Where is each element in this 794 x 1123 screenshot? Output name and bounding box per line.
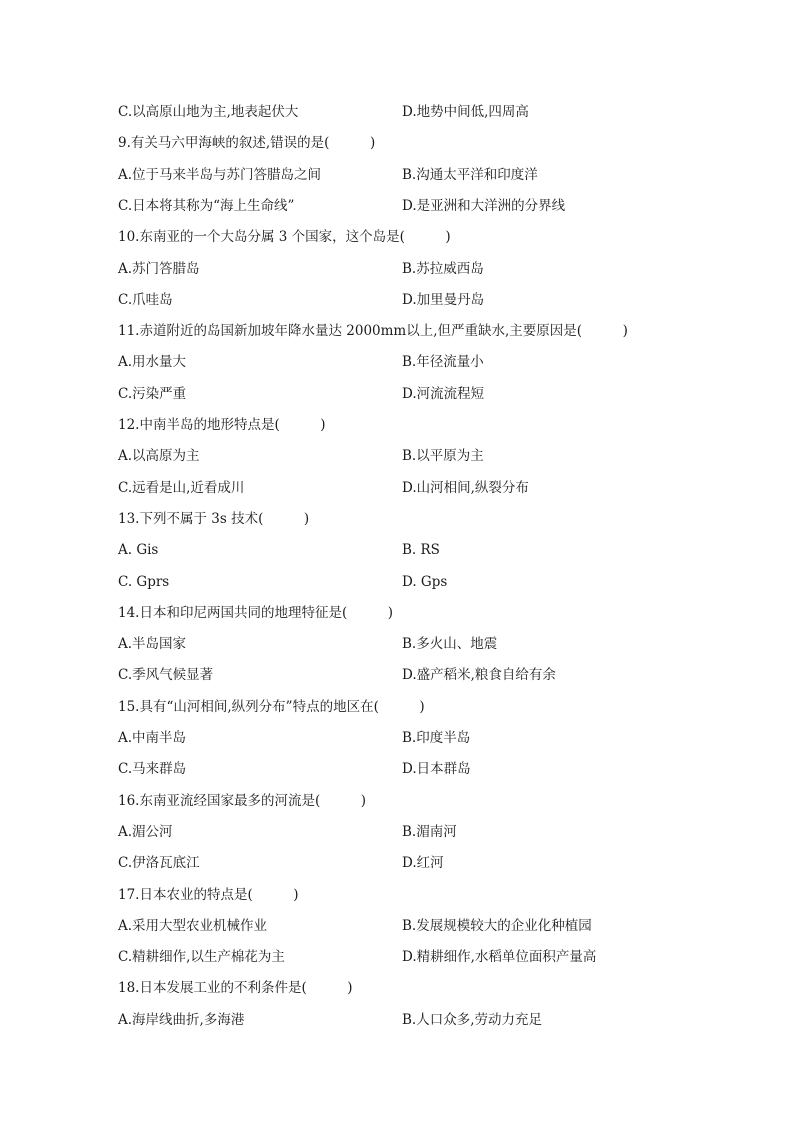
- option-right: B.年径流量小: [402, 354, 484, 370]
- option-left: C.远看是山,近看成川: [118, 480, 245, 496]
- option-left: C.污染严重: [118, 386, 187, 402]
- option-right: B.沟通太平洋和印度洋: [402, 167, 538, 183]
- option-right: D.山河相间,纵裂分布: [402, 480, 529, 496]
- option-left: A.苏门答腊岛: [118, 261, 200, 277]
- option-right: B. RS: [402, 542, 440, 558]
- option-right: D. Gps: [402, 574, 448, 590]
- option-left: A.用水量大: [118, 354, 187, 370]
- option-left: C.马来群岛: [118, 761, 187, 777]
- option-left: A.海岸线曲折,多海港: [118, 1012, 245, 1028]
- option-left: A.中南半岛: [118, 730, 187, 746]
- option-left: C.日本将其称为“海上生命线”: [118, 198, 295, 214]
- option-right: B.发展规模较大的企业化种植园: [402, 918, 592, 934]
- question-stem: 15.具有“山河相间,纵列分布”特点的地区在( ): [118, 699, 425, 715]
- option-left: C. Gprs: [118, 574, 170, 590]
- option-right: B.以平原为主: [402, 448, 484, 464]
- option-right: D.日本群岛: [402, 761, 471, 777]
- option-right: B.多火山、地震: [402, 636, 498, 652]
- option-left: A.采用大型农业机械作业: [118, 918, 268, 934]
- question-stem: 11.赤道附近的岛国新加坡年降水量达 2000mm以上,但严重缺水,主要原因是( ): [118, 323, 628, 339]
- option-right: D.地势中间低,四周高: [402, 104, 529, 120]
- question-stem: 16.东南亚流经国家最多的河流是( ): [118, 793, 367, 809]
- option-left: C.季风气候显著: [118, 667, 214, 683]
- option-left: C.精耕细作,以生产棉花为主: [118, 949, 285, 965]
- question-stem: 10.东南亚的一个大岛分属 3 个国家，这个岛是( ): [118, 229, 451, 245]
- option-right: D.河流流程短: [402, 386, 485, 402]
- option-right: B.湄南河: [402, 824, 457, 840]
- option-right: D.红河: [402, 855, 444, 871]
- option-right: D.加里曼丹岛: [402, 292, 485, 308]
- question-stem: 14.日本和印尼两国共同的地理特征是( ): [118, 605, 394, 621]
- question-stem: 17.日本农业的特点是( ): [118, 887, 299, 903]
- option-left: C.伊洛瓦底江: [118, 855, 200, 871]
- question-stem: 18.日本发展工业的不利条件是( ): [118, 980, 353, 996]
- question-stem: 12.中南半岛的地形特点是( ): [118, 417, 326, 433]
- option-right: B.苏拉威西岛: [402, 261, 484, 277]
- option-left: A.半岛国家: [118, 636, 187, 652]
- option-right: D.精耕细作,水稻单位面积产量高: [402, 949, 597, 965]
- option-left: A.位于马来半岛与苏门答腊岛之间: [118, 167, 322, 183]
- option-right: D.是亚洲和大洋洲的分界线: [402, 198, 566, 214]
- option-left: A.湄公河: [118, 824, 173, 840]
- option-right: D.盛产稻米,粮食自给有余: [402, 667, 556, 683]
- option-right: B.人口众多,劳动力充足: [402, 1012, 543, 1028]
- option-left: A. Gis: [118, 542, 159, 558]
- question-stem: 9.有关马六甲海峡的叙述,错误的是( ): [118, 135, 376, 151]
- option-left: C.以高原山地为主,地表起伏大: [118, 104, 299, 120]
- option-left: C.爪哇岛: [118, 292, 173, 308]
- question-stem: 13.下列不属于 3s 技术( ): [118, 511, 310, 527]
- option-left: A.以高原为主: [118, 448, 200, 464]
- option-right: B.印度半岛: [402, 730, 471, 746]
